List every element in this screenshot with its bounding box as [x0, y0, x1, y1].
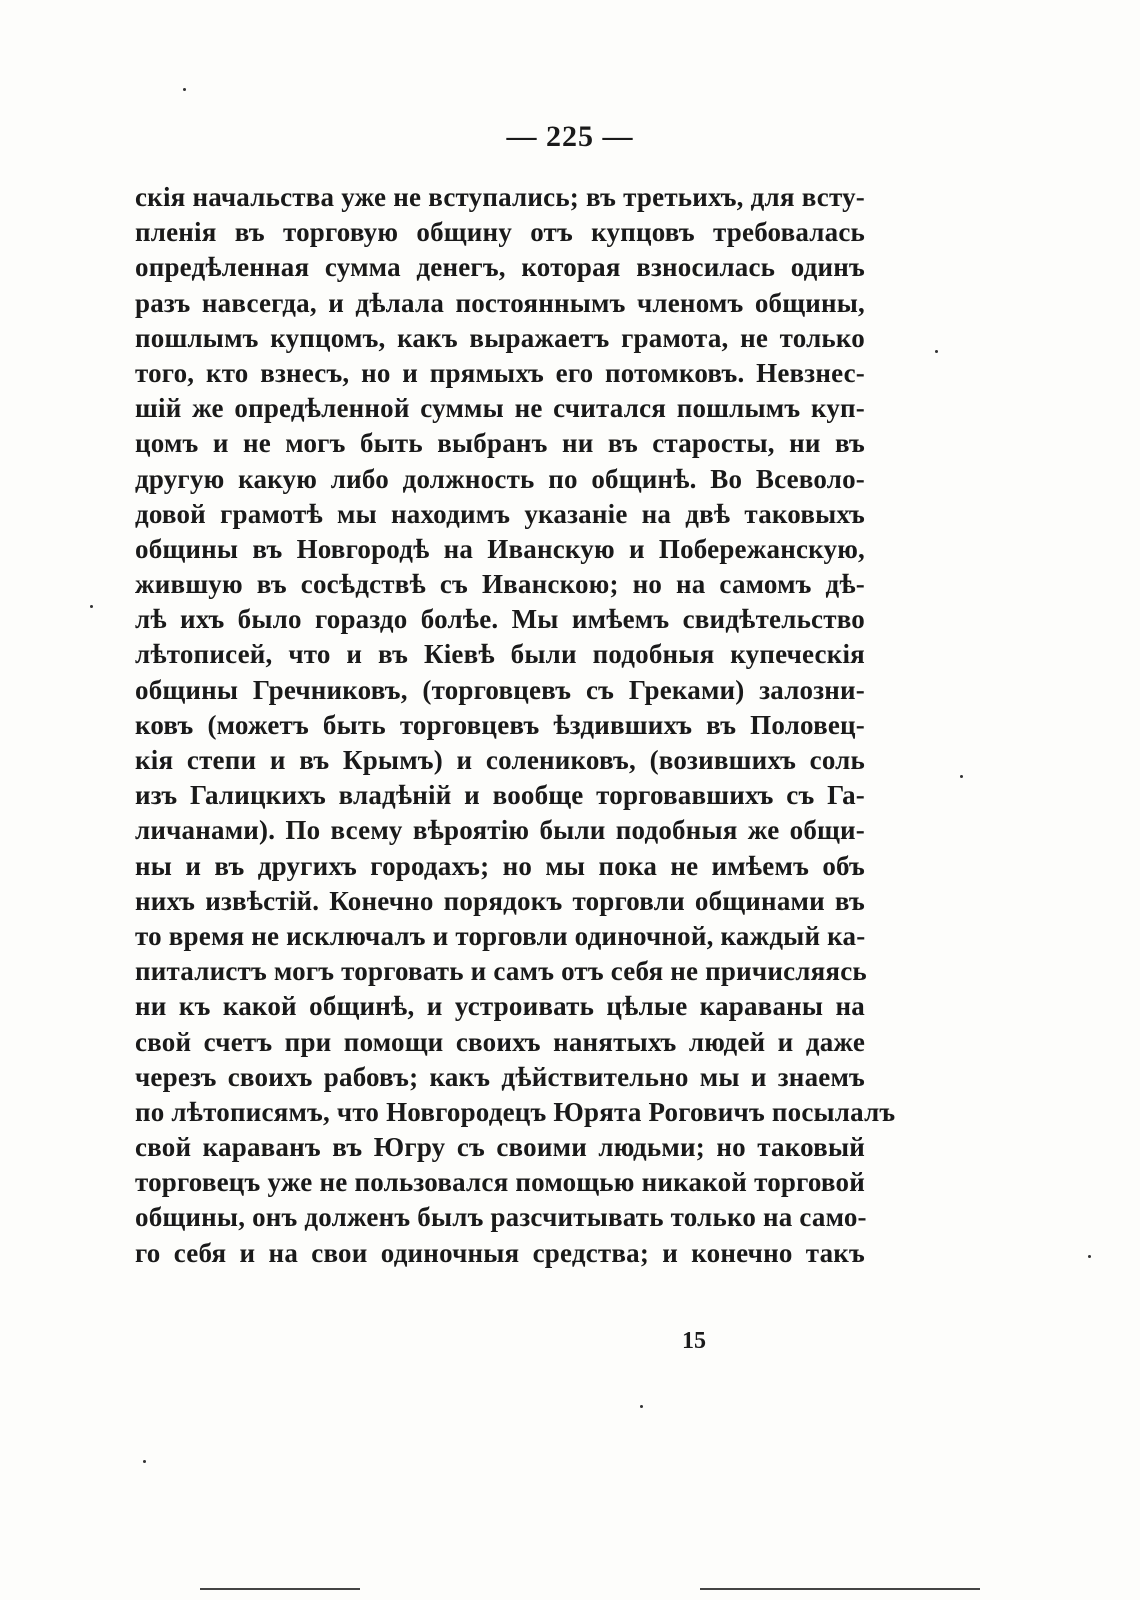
text-line: того, кто взнесъ, но и прямыхъ его потомковъ. Невзнес-: [135, 357, 865, 388]
text-line: черезъ своихъ рабовъ; какъ дѣйствительно мы и знаемъ: [135, 1061, 865, 1092]
scan-speck: [1088, 1255, 1091, 1258]
text-line: ни къ какой общинѣ, и устроивать цѣлые караваны на: [135, 991, 865, 1022]
text-line: опредѣленная сумма денегъ, которая взносилась одинъ: [135, 252, 865, 283]
text-line: нихъ извѣстій. Конечно порядокъ торговли общинами въ: [135, 885, 865, 916]
text-line: свой счетъ при помощи своихъ нанятыхъ людей и даже: [135, 1026, 865, 1057]
scan-speck: [90, 605, 93, 608]
text-line: скія начальства уже не вступались; въ третьихъ, для всту-: [135, 182, 865, 212]
page-number-header: — 225 —: [506, 120, 634, 153]
text-line: пошлымъ купцомъ, какъ выражаетъ грамота, не только: [135, 322, 865, 353]
text-line: по лѣтописямъ, что Новгородецъ Юрята Роговичъ посылалъ: [135, 1096, 896, 1127]
scan-edge-artifact: [200, 1588, 360, 1590]
text-line: питалистъ могъ торговать и самъ отъ себя не причисляясь: [135, 956, 867, 987]
scan-edge-artifact: [700, 1588, 980, 1590]
text-line: изъ Галицкихъ владѣній и вообще торговавшихъ съ Га-: [135, 780, 865, 811]
text-line: торговецъ уже не пользовался помощью никакой торговой: [135, 1167, 865, 1198]
scan-speck: [640, 1405, 643, 1408]
scan-speck: [143, 1460, 146, 1463]
text-line: довой грамотѣ мы находимъ указаніе на двѣ таковыхъ: [135, 498, 865, 529]
text-line: шій же опредѣленной суммы не считался пошлымъ куп-: [135, 393, 865, 424]
scan-speck: [183, 88, 186, 91]
text-line: общины, онъ долженъ былъ разсчитывать только на само-: [135, 1202, 867, 1233]
scan-speck: [935, 350, 938, 353]
text-line: общины въ Новгородѣ на Иванскую и Побережанскую,: [135, 533, 865, 564]
text-line: кія степи и въ Крымъ) и солениковъ, (возившихъ соль: [135, 745, 865, 775]
text-line: цомъ и не могъ быть выбранъ ни въ старосты, ни въ: [135, 428, 865, 459]
text-line: ковъ (можетъ быть торговцевъ ѣздившихъ въ Половец-: [135, 709, 865, 740]
text-line: ны и въ другихъ городахъ; но мы пока не имѣемъ объ: [135, 850, 865, 881]
body-text: [135, 180, 896, 1271]
text-line: разъ навсегда, и дѣлала постояннымъ членомъ общины,: [135, 287, 865, 318]
text-line: лѣ ихъ было гораздо болѣе. Мы имѣемъ свидѣтельство: [135, 604, 865, 635]
text-line: го себя и на свои одиночныя средства; и конечно такъ: [135, 1237, 865, 1268]
scan-speck: [960, 775, 963, 778]
text-line: общины Гречниковъ, (торговцевъ съ Греками) залозни-: [135, 674, 865, 705]
text-line: личанами). По всему вѣроятію были подобныя же общи-: [135, 815, 865, 846]
text-line: свой караванъ въ Югру съ своими людьми; но таковый: [135, 1132, 865, 1163]
text-line: пленія въ торговую общину отъ купцовъ требовалась: [135, 217, 865, 248]
text-line: то время не исключалъ и торговли одиночной, каждый ка-: [135, 920, 866, 951]
text-line: другую какую либо должность по общинѣ. Во Всеволо-: [135, 463, 865, 494]
text-line: лѣтописей, что и въ Кіевѣ были подобныя купеческія: [135, 639, 865, 670]
text-line: жившую въ сосѣдствѣ съ Иванскою; но на самомъ дѣ-: [135, 569, 865, 600]
signature-mark: 15: [682, 1328, 706, 1354]
